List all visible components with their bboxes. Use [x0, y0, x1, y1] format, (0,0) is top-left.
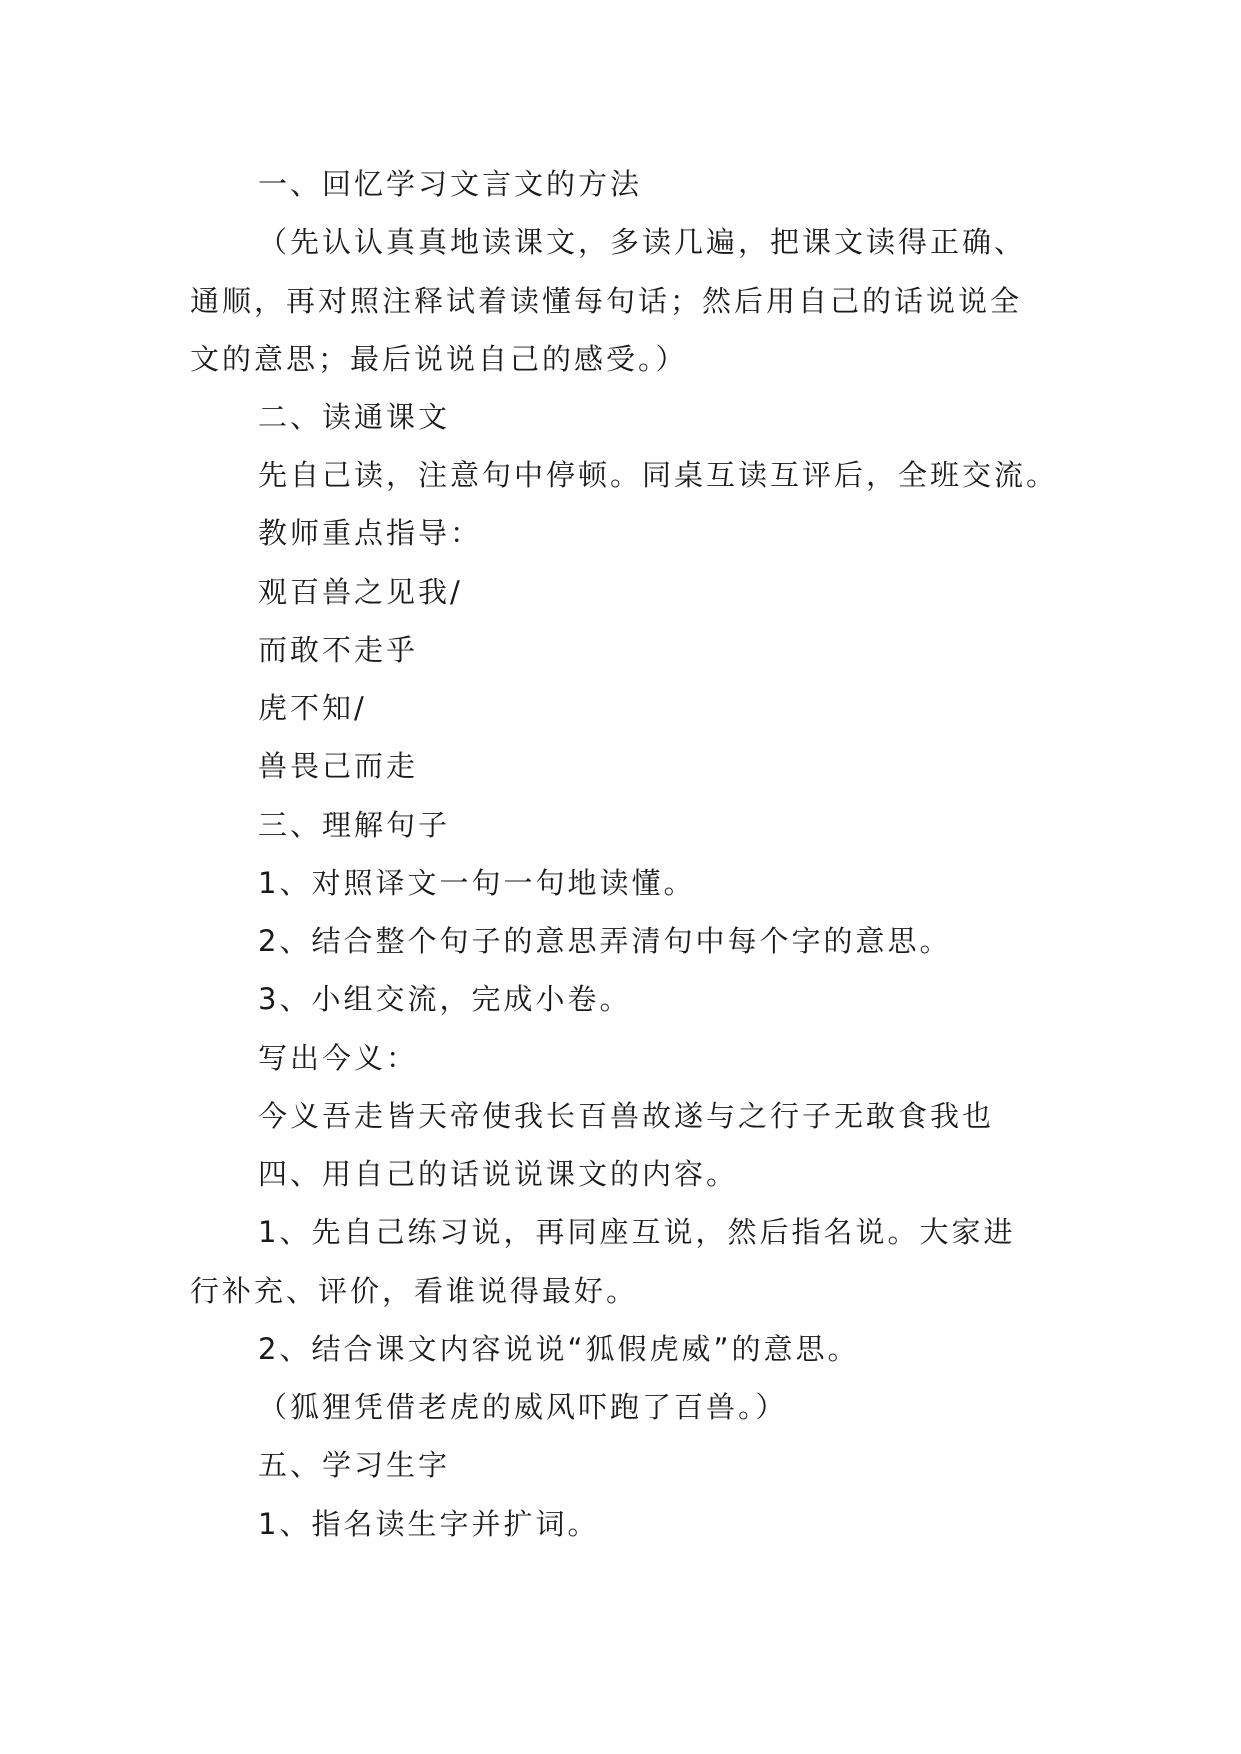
- heading-learn-characters: 五、学习生字: [258, 1448, 451, 1482]
- list-item: 3、小组交流，完成小卷。: [258, 982, 632, 1016]
- heading-retell-content: 四、用自己的话说说课文的内容。: [258, 1157, 739, 1191]
- paragraph-line: 写出今义：: [258, 1041, 419, 1075]
- paragraph-line: 先自己读，注意句中停顿。同桌互读互评后，全班交流。: [258, 458, 1059, 492]
- example-line: 观百兽之见我/: [258, 575, 463, 609]
- heading-recall-method: 一、回忆学习文言文的方法: [258, 167, 643, 201]
- heading-read-text: 二、读通课文: [258, 400, 451, 434]
- list-item: 2、结合课文内容说说“狐假虎威”的意思。: [258, 1332, 860, 1366]
- paragraph-line: 教师重点指导：: [258, 516, 483, 550]
- paragraph-line: 今义吾走皆天帝使我长百兽故遂与之行子无敢食我也: [258, 1099, 995, 1133]
- list-item: 2、结合整个句子的意思弄清句中每个字的意思。: [258, 924, 952, 958]
- paragraph-line: 通顺，再对照注释试着读懂每句话；然后用自己的话说说全: [190, 284, 1023, 318]
- paragraph-line: 行补充、评价，看谁说得最好。: [190, 1274, 639, 1308]
- paragraph-line: （先认认真真地读课文，多读几遍，把课文读得正确、: [258, 225, 1027, 259]
- list-item: 1、对照译文一句一句地读懂。: [258, 866, 696, 900]
- paragraph-line: 文的意思；最后说说自己的感受。）: [190, 342, 688, 376]
- list-item: 1、指名读生字并扩词。: [258, 1507, 600, 1541]
- heading-understand-sentences: 三、理解句子: [258, 808, 451, 842]
- paragraph-line: （狐狸凭借老虎的威风吓跑了百兽。）: [258, 1390, 788, 1424]
- example-line: 兽畏己而走: [258, 749, 419, 783]
- list-item: 1、先自己练习说，再同座互说，然后指名说。大家进: [258, 1215, 1016, 1249]
- example-line: 虎不知/: [258, 691, 367, 725]
- example-line: 而敢不走乎: [258, 633, 419, 667]
